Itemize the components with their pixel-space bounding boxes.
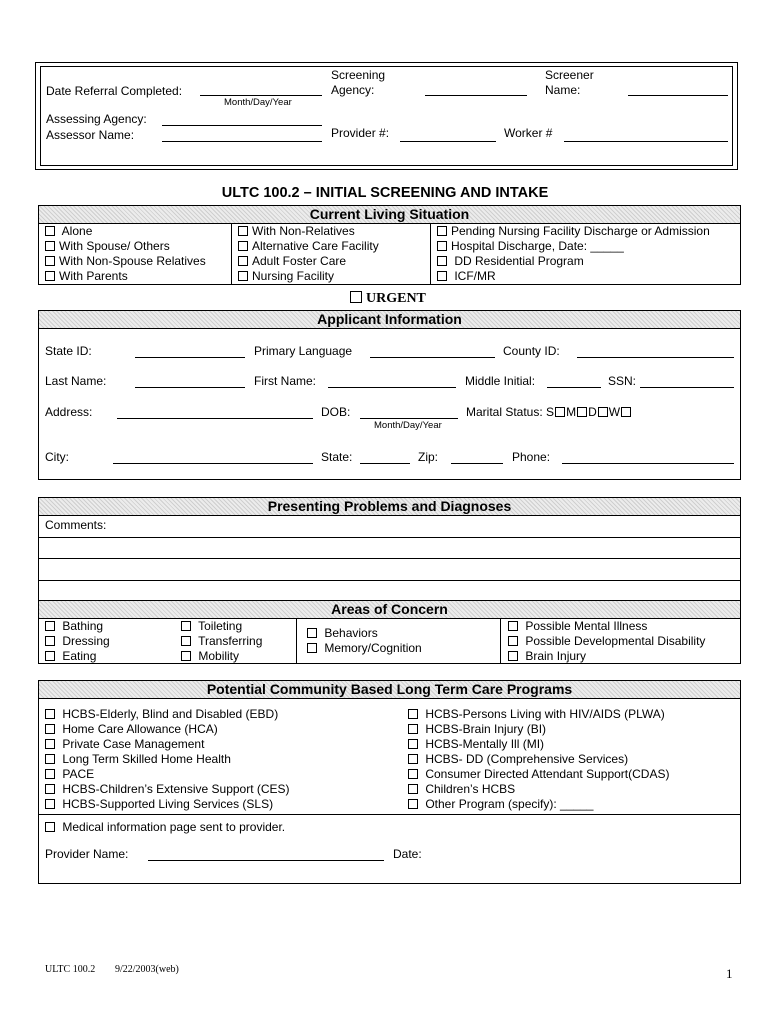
worker-number-field[interactable] (564, 141, 728, 142)
date-referral-label: Date Referral Completed: (46, 84, 183, 98)
last-name-label: Last Name: (45, 374, 107, 388)
program-option[interactable]: HCBS-Mentally Ill (MI) (408, 737, 669, 752)
checkbox-icon[interactable] (238, 271, 248, 281)
applicant-box (38, 328, 741, 480)
checkbox-icon[interactable] (181, 621, 191, 631)
phone-field[interactable] (562, 463, 734, 464)
program-option[interactable]: PACE (45, 767, 290, 782)
checkbox-icon[interactable] (408, 769, 418, 779)
living-option[interactable]: Alone (45, 224, 206, 239)
checkbox-icon[interactable] (408, 754, 418, 764)
concerns-col3 (307, 626, 422, 656)
page-number: 1 (726, 966, 733, 981)
checkbox-icon[interactable] (408, 724, 418, 734)
form-title: ULTC 100.2 – INITIAL SCREENING AND INTAKE (221, 185, 549, 201)
concern-option[interactable]: Behaviors (307, 626, 422, 641)
assessor-name-label: Assessor Name: (46, 128, 135, 142)
first-name-field[interactable] (328, 387, 456, 388)
checkbox-icon[interactable] (437, 256, 447, 266)
program-option[interactable]: Home Care Allowance (HCA) (45, 722, 290, 737)
checkbox-icon[interactable] (307, 643, 317, 653)
medical-info-option[interactable]: Medical information page sent to provider. (45, 820, 285, 834)
checkbox-icon[interactable] (238, 226, 248, 236)
comments-label: Comments: (45, 518, 107, 532)
primary-language-label: Primary Language (254, 344, 353, 358)
dob-format-hint: Month/Day/Year (374, 420, 442, 431)
ssn-label: SSN: (608, 374, 637, 388)
checkbox-icon[interactable] (437, 226, 447, 236)
programs-header: Potential Community Based Long Term Care Programs (38, 680, 741, 699)
checkbox-icon[interactable] (45, 822, 55, 832)
checkbox-icon[interactable] (181, 651, 191, 661)
concerns-header: Areas of Concern (38, 600, 741, 619)
checkbox-icon[interactable] (437, 241, 447, 251)
concern-option[interactable]: Dressing (45, 634, 110, 649)
program-option[interactable]: HCBS- DD (Comprehensive Services) (408, 752, 669, 767)
concern-option[interactable]: Bathing (45, 619, 110, 634)
screener-name-field[interactable] (628, 95, 728, 96)
primary-language-field[interactable] (370, 357, 495, 358)
assessing-agency-field[interactable] (162, 125, 322, 126)
date-format-hint: Month/Day/Year (224, 97, 292, 108)
living-option[interactable]: Hospital Discharge, Date: _____ (437, 239, 710, 254)
middle-initial-label: Middle Initial: (465, 374, 536, 388)
screening-agency-label-1: Screening (331, 68, 386, 82)
programs-col2 (408, 707, 669, 812)
dob-label: DOB: (321, 405, 351, 419)
concern-option[interactable]: Brain Injury (508, 649, 705, 664)
living-divider-2 (430, 223, 431, 285)
checkbox-icon[interactable] (238, 241, 248, 251)
checkbox-icon[interactable] (45, 256, 55, 266)
county-id-field[interactable] (577, 357, 734, 358)
program-option[interactable]: HCBS-Elderly, Blind and Disabled (EBD) (45, 707, 290, 722)
program-option[interactable]: HCBS-Persons Living with HIV/AIDS (PLWA) (408, 707, 669, 722)
living-option[interactable]: Nursing Facility (238, 269, 379, 284)
marital-w-checkbox-icon[interactable] (621, 407, 631, 417)
checkbox-icon[interactable] (45, 784, 55, 794)
marital-w-label: W (608, 405, 621, 419)
concern-option[interactable]: Eating (45, 649, 110, 664)
checkbox-icon[interactable] (45, 271, 55, 281)
checkbox-icon[interactable] (45, 769, 55, 779)
screening-agency-field[interactable] (425, 95, 527, 96)
state-field[interactable] (360, 463, 410, 464)
footer-form-id: ULTC 100.2 (45, 964, 96, 975)
address-label: Address: (45, 405, 93, 419)
concerns-col2 (181, 619, 262, 664)
checkbox-icon[interactable] (508, 621, 518, 631)
marital-m-checkbox-icon[interactable] (577, 407, 587, 417)
checkbox-icon[interactable] (408, 784, 418, 794)
urgent-option[interactable]: URGENT (350, 291, 426, 307)
city-field[interactable] (113, 463, 313, 464)
marital-d-label: D (588, 405, 597, 419)
program-option[interactable]: Long Term Skilled Home Health (45, 752, 290, 767)
comments-line-2[interactable] (38, 558, 741, 559)
concern-option[interactable]: Mobility (181, 649, 262, 664)
living-col2 (238, 224, 379, 284)
living-situation-header: Current Living Situation (38, 205, 741, 224)
checkbox-icon[interactable] (181, 636, 191, 646)
concern-option[interactable]: Memory/Cognition (307, 641, 422, 656)
state-id-field[interactable] (135, 357, 245, 358)
checkbox-icon[interactable] (350, 291, 362, 303)
city-label: City: (45, 450, 69, 464)
living-option[interactable]: ICF/MR (437, 269, 710, 284)
screener-name-label-1: Screener (545, 68, 594, 82)
provider-name-label: Provider Name: (45, 847, 129, 861)
checkbox-icon[interactable] (45, 636, 55, 646)
concern-option[interactable]: Possible Developmental Disability (508, 634, 705, 649)
last-name-field[interactable] (135, 387, 245, 388)
ssn-field[interactable] (640, 387, 734, 388)
checkbox-icon[interactable] (45, 651, 55, 661)
date-label: Date: (393, 847, 422, 861)
date-referral-field[interactable] (200, 95, 322, 96)
living-option[interactable]: Alternative Care Facility (238, 239, 379, 254)
marital-status-label: Marital Status: (466, 405, 543, 419)
concerns-divider-2 (500, 618, 501, 664)
program-option[interactable]: Consumer Directed Attendant Support(CDAS) (408, 767, 669, 782)
concern-option[interactable]: Transferring (181, 634, 262, 649)
problems-header: Presenting Problems and Diagnoses (38, 497, 741, 516)
marital-status (466, 405, 632, 419)
living-option[interactable]: With Spouse/ Others (45, 239, 206, 254)
living-divider-1 (231, 223, 232, 285)
program-option[interactable]: Children’s HCBS (408, 782, 669, 797)
programs-col1 (45, 707, 290, 812)
checkbox-icon[interactable] (408, 799, 418, 809)
state-id-label: State ID: (45, 344, 92, 358)
checkbox-icon[interactable] (45, 754, 55, 764)
checkbox-icon[interactable] (307, 628, 317, 638)
assessing-agency-label: Assessing Agency: (46, 112, 147, 126)
living-col3 (437, 224, 710, 284)
program-option[interactable]: Other Program (specify): _____ (408, 797, 669, 812)
programs-divider (38, 814, 741, 815)
program-option[interactable]: HCBS-Supported Living Services (SLS) (45, 797, 290, 812)
first-name-label: First Name: (254, 374, 317, 388)
concerns-divider-1 (296, 618, 297, 664)
middle-initial-field[interactable] (547, 387, 601, 388)
marital-s-label: S (546, 405, 555, 419)
zip-field[interactable] (451, 463, 503, 464)
program-option[interactable]: HCBS-Brain Injury (BI) (408, 722, 669, 737)
screening-agency-label-2: Agency: (331, 83, 375, 97)
concern-option[interactable]: Toileting (181, 619, 262, 634)
concerns-col4 (508, 619, 705, 664)
checkbox-icon[interactable] (45, 226, 55, 236)
zip-label: Zip: (418, 450, 439, 464)
marital-s-checkbox-icon[interactable] (555, 407, 565, 417)
checkbox-icon[interactable] (508, 636, 518, 646)
county-id-label: County ID: (503, 344, 560, 358)
comments-line-3[interactable] (38, 580, 741, 581)
living-option[interactable]: Pending Nursing Facility Discharge or Admission (437, 224, 710, 239)
checkbox-icon[interactable] (45, 621, 55, 631)
footer-version: 9/22/2003(web) (115, 964, 179, 975)
concerns-col1 (45, 619, 110, 664)
marital-m-label: M (566, 405, 577, 419)
living-option[interactable]: DD Residential Program (437, 254, 710, 269)
living-col1 (45, 224, 206, 284)
applicant-header: Applicant Information (38, 310, 741, 329)
concern-option[interactable]: Possible Mental Illness (508, 619, 705, 634)
living-option[interactable]: With Non-Relatives (238, 224, 379, 239)
living-option[interactable]: With Parents (45, 269, 206, 284)
checkbox-icon[interactable] (45, 241, 55, 251)
program-option[interactable]: HCBS-Children’s Extensive Support (CES) (45, 782, 290, 797)
checkbox-icon[interactable] (408, 709, 418, 719)
checkbox-icon[interactable] (45, 739, 55, 749)
checkbox-icon[interactable] (238, 256, 248, 266)
address-field[interactable] (117, 418, 313, 419)
living-option[interactable]: Adult Foster Care (238, 254, 379, 269)
screener-name-label-2: Name: (545, 83, 581, 97)
provider-name-field[interactable] (148, 860, 384, 861)
program-option[interactable]: Private Case Management (45, 737, 290, 752)
phone-label: Phone: (512, 450, 551, 464)
living-option[interactable]: With Non-Spouse Relatives (45, 254, 206, 269)
checkbox-icon[interactable] (45, 724, 55, 734)
checkbox-icon[interactable] (45, 799, 55, 809)
checkbox-icon[interactable] (408, 739, 418, 749)
checkbox-icon[interactable] (45, 709, 55, 719)
marital-d-checkbox-icon[interactable] (598, 407, 608, 417)
comments-line-1[interactable] (38, 537, 741, 538)
provider-number-field[interactable] (400, 141, 496, 142)
provider-number-label: Provider #: (331, 126, 390, 140)
dob-field[interactable] (360, 418, 458, 419)
checkbox-icon[interactable] (508, 651, 518, 661)
worker-number-label: Worker # (504, 126, 553, 140)
assessor-name-field[interactable] (162, 141, 322, 142)
state-label: State: (321, 450, 353, 464)
checkbox-icon[interactable] (437, 271, 447, 281)
